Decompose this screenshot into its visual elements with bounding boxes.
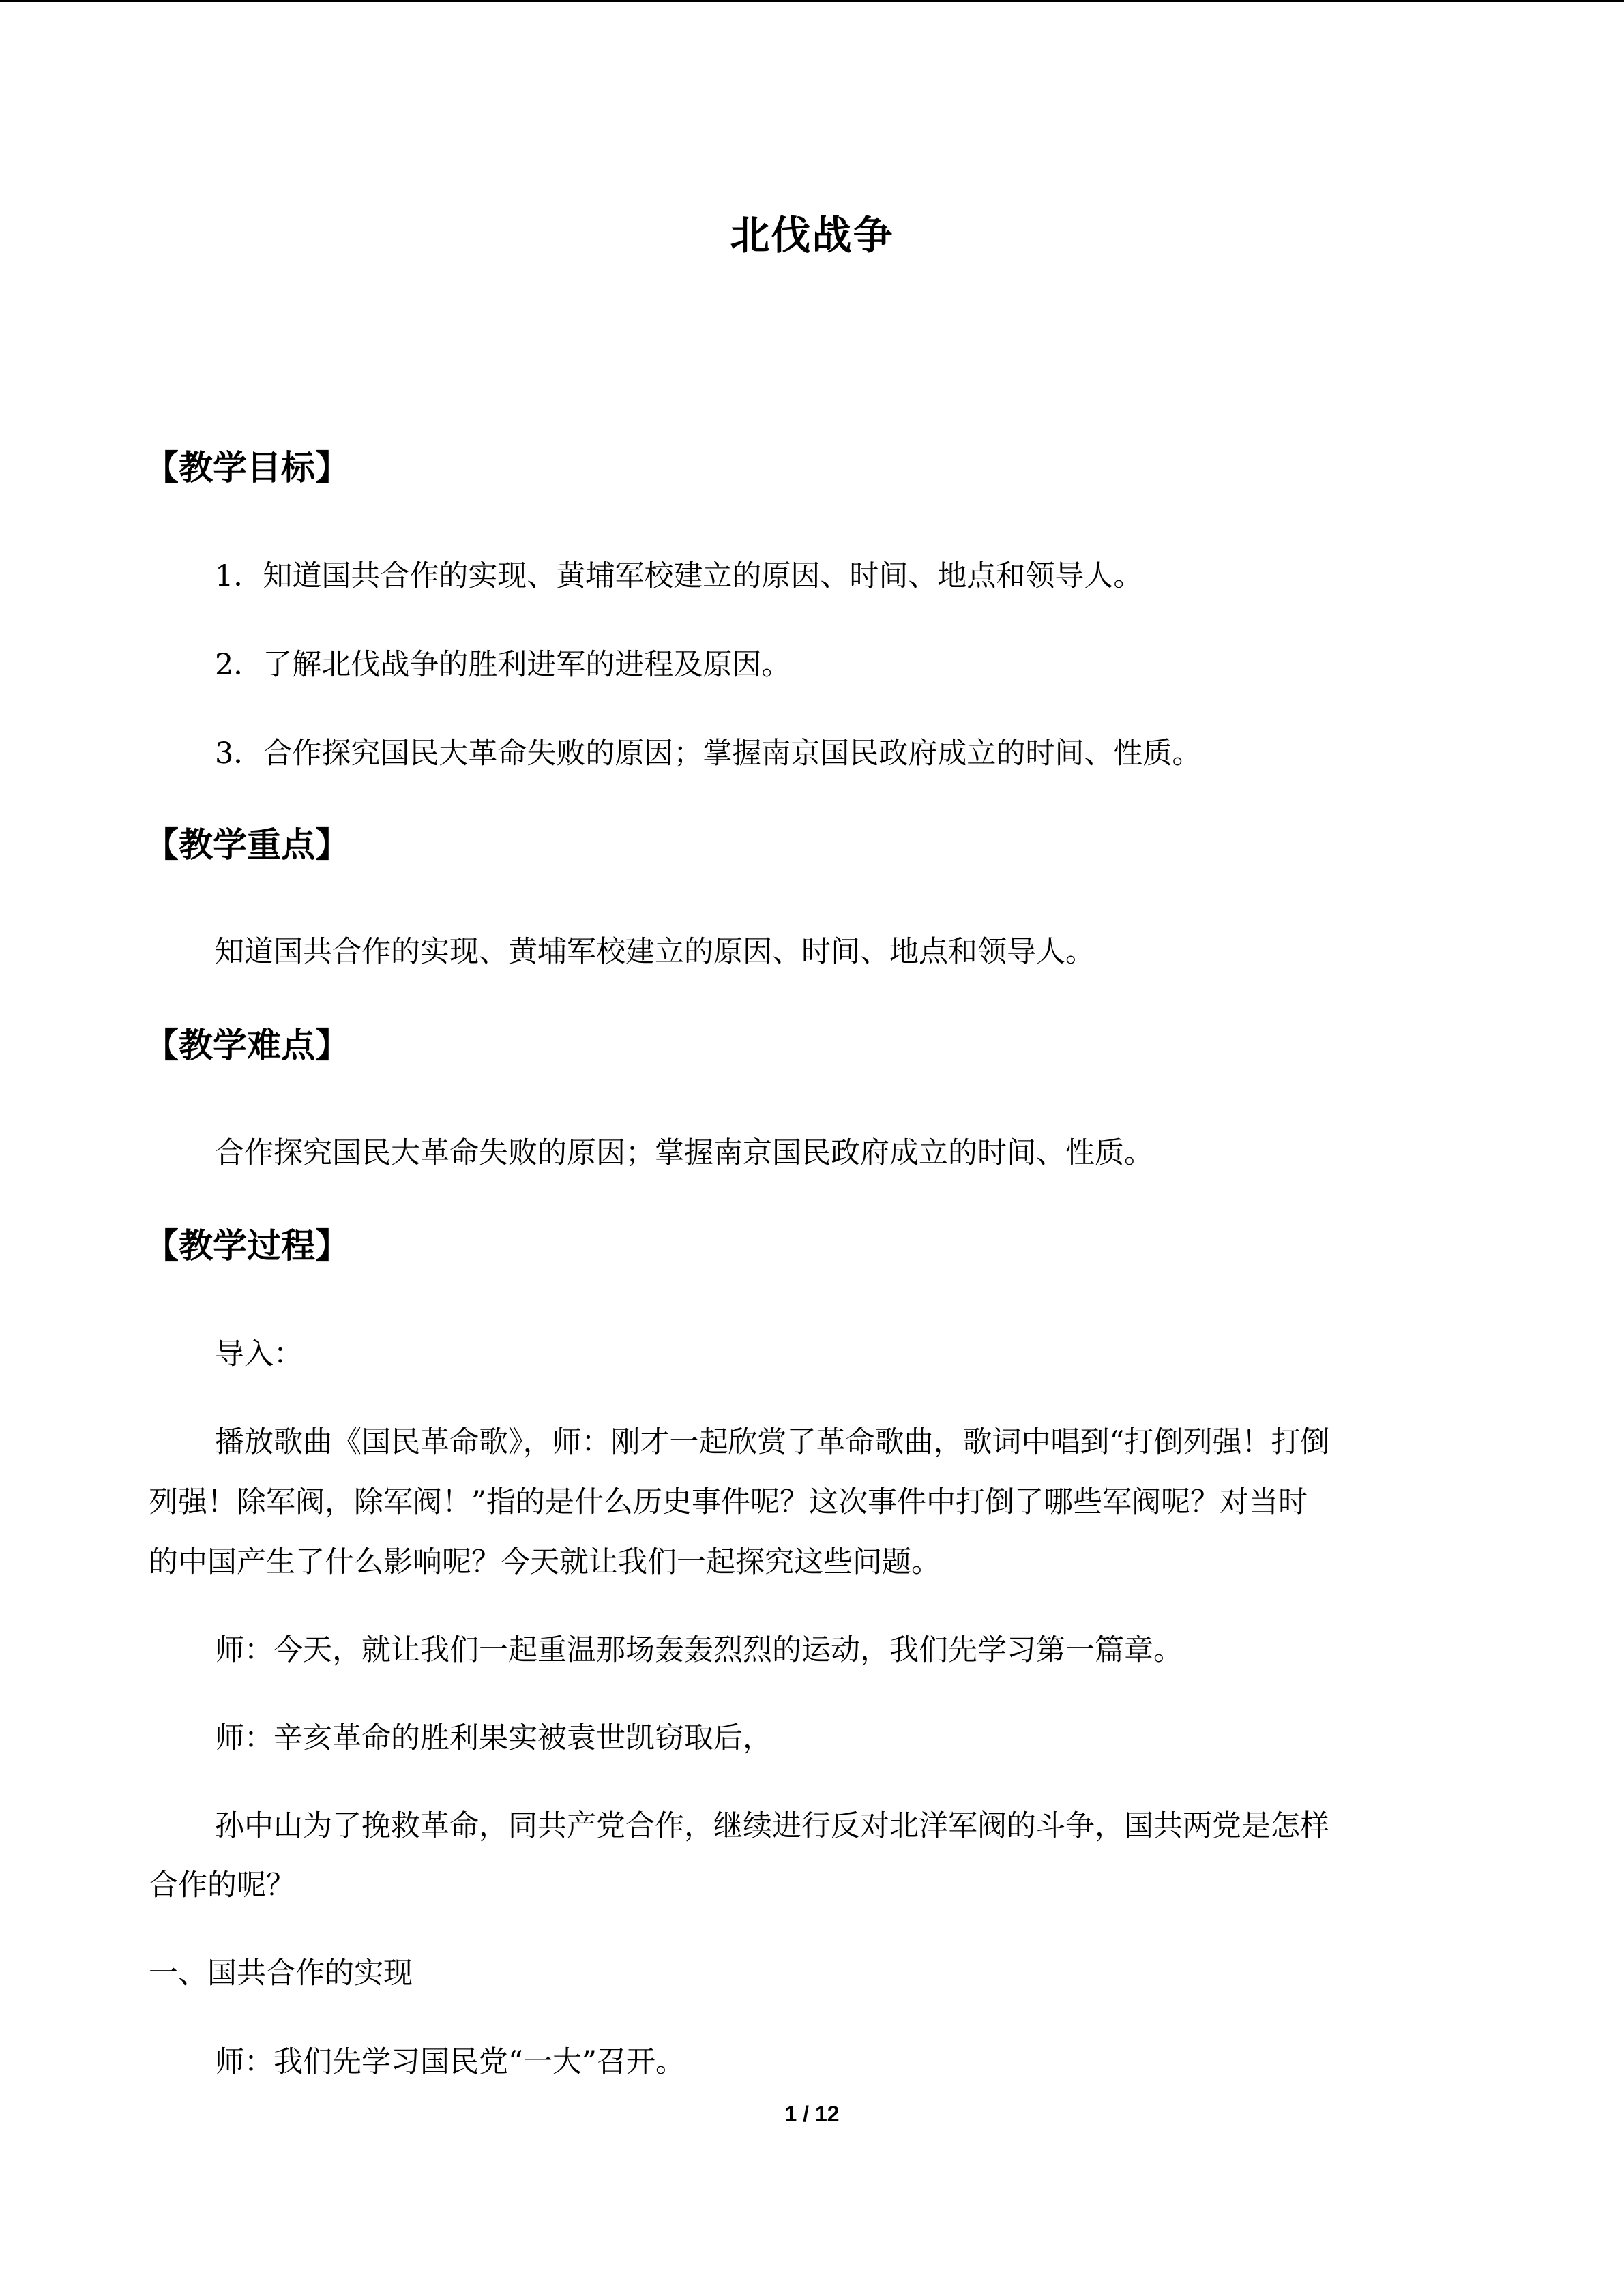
paragraph-4-line-1: 孙中山为了挽救革命，同共产党合作，继续进行反对北洋军阀的斗争，国共两党是怎样 — [215, 1809, 1329, 1843]
page-title: 北伐战争 — [730, 212, 894, 258]
paragraph-3: 师：辛亥革命的胜利果实被袁世凯窃取后， — [215, 1721, 772, 1755]
paragraph-1-line-3: 的中国产生了什么影响呢？今天就让我们一起探究这些问题。 — [149, 1545, 941, 1579]
page-number: 1 / 12 — [784, 2102, 840, 2126]
objective-item-2: 2．了解北伐战争的胜利进军的进程及原因。 — [215, 648, 791, 682]
top-border-rule — [0, 0, 1624, 2]
intro-label: 导入： — [215, 1337, 303, 1371]
key-points-text: 知道国共合作的实现、黄埔军校建立的原因、时间、地点和领导人。 — [215, 935, 1095, 969]
paragraph-1-line-2: 列强！除军阀，除军阀！”指的是什么历史事件呢？这次事件中打倒了哪些军阀呢？对当时 — [149, 1485, 1308, 1519]
paragraph-1-line-1: 播放歌曲《国民革命歌》，师：刚才一起欣赏了革命歌曲，歌词中唱到“打倒列强！打倒 — [215, 1425, 1330, 1459]
objective-item-3: 3．合作探究国民大革命失败的原因；掌握南京国民政府成立的时间、性质。 — [215, 736, 1202, 771]
difficulties-heading: 【教学难点】 — [145, 1026, 349, 1065]
paragraph-2: 师：今天，就让我们一起重温那场轰轰烈烈的运动，我们先学习第一篇章。 — [215, 1633, 1183, 1667]
process-heading: 【教学过程】 — [145, 1226, 349, 1266]
difficulties-text: 合作探究国民大革命失败的原因；掌握南京国民政府成立的时间、性质。 — [215, 1136, 1153, 1170]
paragraph-4-line-2: 合作的呢？ — [149, 1868, 295, 1903]
objectives-heading: 【教学目标】 — [145, 448, 349, 488]
paragraph-5: 师：我们先学习国民党“一大”召开。 — [215, 2045, 685, 2079]
subheading-guogong-cooperation: 一、国共合作的实现 — [149, 1956, 413, 1991]
objective-item-1: 1．知道国共合作的实现、黄埔军校建立的原因、时间、地点和领导人。 — [215, 559, 1143, 593]
key-points-heading: 【教学重点】 — [145, 825, 349, 865]
